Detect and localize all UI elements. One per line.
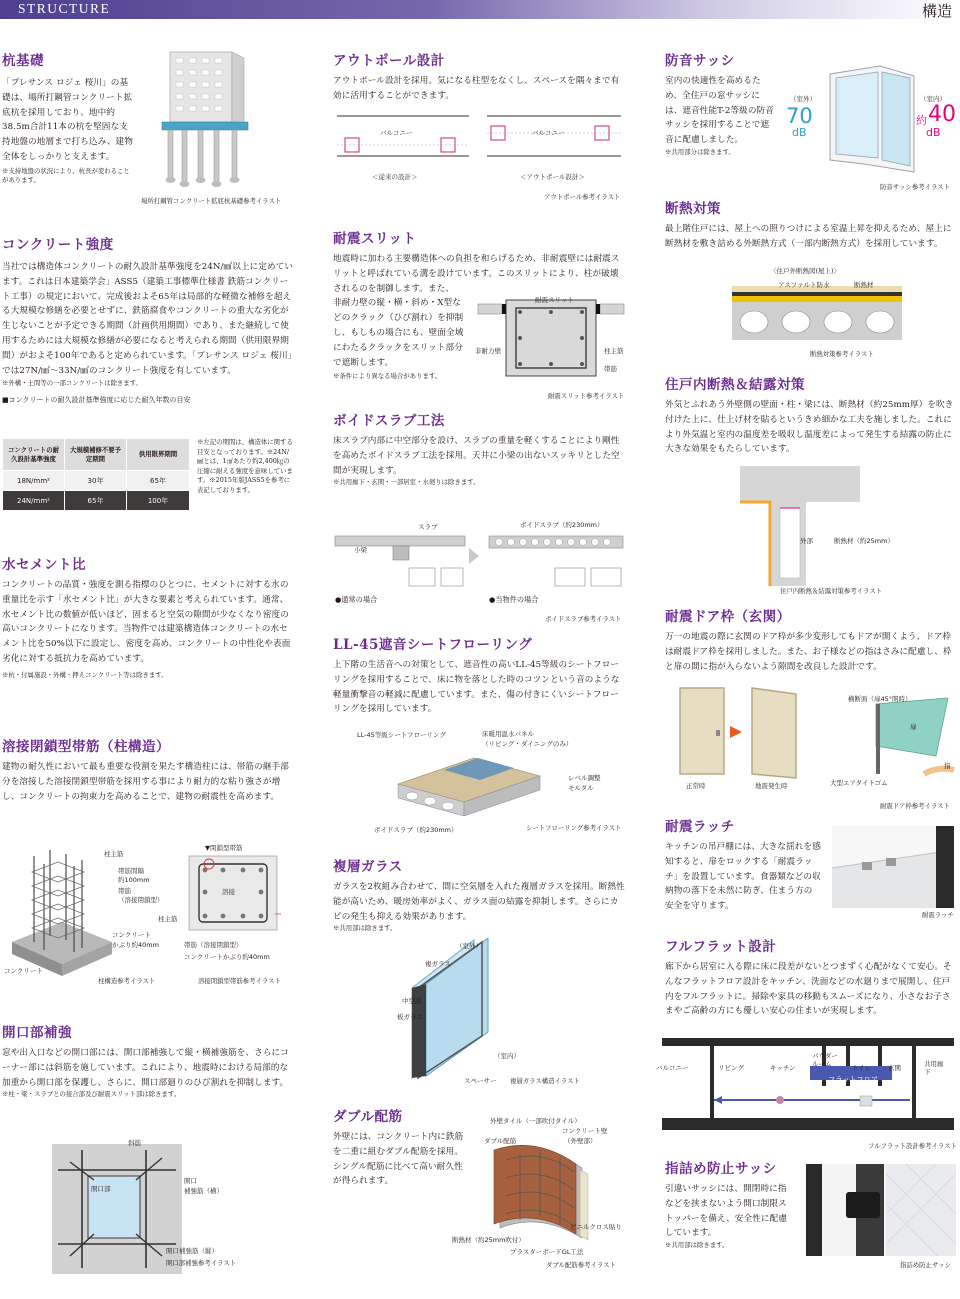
room-entrance: 玄関 xyxy=(888,1064,901,1072)
hoop-label-hoop1: 帯筋 xyxy=(118,887,131,895)
sash-window-illustration xyxy=(824,64,920,174)
concrete-title: コンクリート強度 xyxy=(2,237,114,253)
outpole-body: アウトポール設計を採用。気になる柱型をなくし、スペースを隅々まで有効に活用することができます。 xyxy=(333,76,620,101)
ll45-label-heat2: （リビング・ダイニングのみ） xyxy=(482,740,573,748)
slit-label-hoop: 帯筋 xyxy=(604,365,617,373)
hoop-label-concrete: コンクリート xyxy=(4,967,43,975)
sash-note: ※共用部分は除きます。 xyxy=(665,147,735,156)
flatfloor-label: フラットフロア xyxy=(828,1075,878,1084)
sash-out-unit: dB xyxy=(792,126,807,139)
void-caption: ボイドスラブ参考イラスト xyxy=(545,615,622,623)
hoop-caption-left: 柱構造参考イラスト xyxy=(98,977,156,985)
wcr-section xyxy=(2,556,294,680)
condensation-title: 住戸内断熱＆結露対策 xyxy=(665,377,805,393)
hoop-label-main: 柱主筋 xyxy=(104,850,124,858)
floor-section-illustration xyxy=(394,740,544,818)
table-header: 供用限界期間 xyxy=(127,439,190,471)
hoop-title: 溶接閉鎖型帯筋（柱構造） xyxy=(2,739,170,755)
slit-body1: 地震時に加わる主要構造体への負担を和らげるため、非耐震壁には耐震スリットと呼ばれている溝を設けています。このスリットにより、柱が破壊されるのを制御します。また、 xyxy=(333,254,620,294)
glass-label-air: 中空層 xyxy=(402,997,422,1005)
ll45-section xyxy=(333,636,625,717)
welded-hoop-illustration xyxy=(185,852,285,934)
slit-note: ※条件により異なる場合があります。 xyxy=(333,372,442,381)
door-label-sec: 横断面（扉45°開時） xyxy=(848,695,912,703)
hoop-caption-right: 溶接閉鎖型帯筋参考イラスト xyxy=(198,977,281,985)
void-title: ボイドスラブ工法 xyxy=(333,413,445,429)
column-rebar-illustration xyxy=(2,842,182,977)
outpole-balcony-left: バルコニー xyxy=(380,129,413,137)
opening-label-diag: 斜筋 xyxy=(128,1139,141,1147)
double-label-ins: 断熱材（約25mm吹付） xyxy=(452,1236,525,1244)
sash-in-unit: dB xyxy=(926,126,941,139)
hoop-label-hoop2: （溶接閉鎖型） xyxy=(118,896,164,904)
room-powder: パウダールーム xyxy=(812,1052,838,1068)
slit-title: 耐震スリット xyxy=(333,231,417,247)
outpole-section xyxy=(333,52,625,104)
header-japanese: 構造 xyxy=(921,2,952,20)
glass-label-spacer: スペーサー xyxy=(464,1077,497,1085)
glass-body: ガラスを2枚組み合わせて、間に空気層を入れた複層ガラスを採用。断熱性能が高いため、暖房効率がよく、ガラス面の結露を抑制します。さらにカビの発生も抑える効果があります。 xyxy=(333,882,625,922)
opening-label-opening: 開口部 xyxy=(91,1185,111,1193)
fullflat-body: 廊下から居室に入る際に床に段差がないとつまずく心配がなくて安心。そんなフラットフロア設計をキッチン、洗面などの水廻りまで展開し、住戸内をフルフラットに。掃除や家具の移動もスムーズになり、小さなお子さまやご高齢の方にも優しい安心の住まいが実現します。 xyxy=(665,962,952,1017)
durability-table-note: ※左記の期間は、構造体に関する目安となっております。※24N/㎟とは、1㎠あたり約2,400㎏の圧縮に耐える強度を意味しています。※2015年版JASS5を参考に表記しております。 xyxy=(197,438,293,494)
finger-sash-photo xyxy=(806,1164,956,1256)
section-header-bar xyxy=(0,0,960,19)
slit-body2: 非耐力壁の縦・横・斜め・X型などのクラック（ひび割れ）を抑制し、もしもの場合にも、壁面全域にわたるクラックをスリット部分で遮断します。 xyxy=(333,298,464,368)
pile-illustration xyxy=(142,46,302,192)
door-frame-section xyxy=(665,608,957,674)
condensation-body: 外気とふれあう外壁側の壁面・柱・梁には、断熱材（約25mm厚）を吹き付けた上に、仕上げ材を貼るというきめ細かな工夫を施しました。これにより外気温と室内の温度差を吸収し温度差によって発生する結露の防止に大きな効果をもたらしています。 xyxy=(665,400,954,455)
void-label-this: ●当物件の場合 xyxy=(489,595,539,604)
opening-label-horiz2: 補強筋（横） xyxy=(184,1187,223,1195)
glass-caption: 複層ガラス構造イラスト xyxy=(510,1077,580,1085)
ll45-body: 上下階の生活音への対策として、遮音性の高いLL-45等級のシートフローリングを採用することで、床に物を落とした時のコツンという音のような軽量衝撃音の軽減に配慮しています。また、傷の付きにくいシートフローリングを採用しています。 xyxy=(333,660,620,715)
door-label-normal: 正常時 xyxy=(686,782,706,790)
opening-label-vert: 開口補強筋（縦） xyxy=(166,1247,218,1255)
wall-insulation-illustration xyxy=(740,466,860,586)
wcr-title: 水セメント比 xyxy=(2,557,86,573)
opening-label-horiz1: 開口 xyxy=(184,1177,197,1185)
table-cell: 65年 xyxy=(127,471,190,491)
pile-caption: 場所打鋼管コンクリート拡底杭基礎参考イラスト xyxy=(141,197,282,205)
fullflat-caption: フルフラット設計参考イラスト xyxy=(868,1142,957,1150)
table-cell: 18N/mm² xyxy=(3,471,65,491)
ll45-label-level1: レベル調整 xyxy=(568,774,601,782)
void-label-slab: スラブ xyxy=(418,523,438,531)
concrete-section xyxy=(2,236,294,405)
glass-title: 複層ガラス xyxy=(333,859,403,875)
wcr-body: コンクリートの品質・強度を測る指標のひとつに、セメントに対する水の重量比を示す「水セメント比」が大きな要素と考えられています。通常、水セメント比の数値が低いほど、固まると空気の隙間が少なくなり密度の高いコンクリートになります。当物件では建築構造体コンクリートの水セメント比を50%以下に設定し、密度を高め、コンクリートの中性化や表面劣化に対する抵抗力を高めています。 xyxy=(2,580,291,664)
condensation-caption: 住戸内断熱＆結露対策参考イラスト xyxy=(780,587,883,595)
door-label-gomu: 大型エアタイトゴム xyxy=(830,779,888,787)
sash-title: 防音サッシ xyxy=(665,53,735,69)
void-note: ※共用廊下・玄関・一部居室・水廻りは除きます。 xyxy=(333,478,480,487)
room-common: 共用廊下 xyxy=(924,1060,944,1076)
fullflat-title: フルフラット設計 xyxy=(665,939,777,955)
outpole-caption: アウトポール参考イラスト xyxy=(544,193,621,201)
roof-caption: 断熱対策参考イラスト xyxy=(810,350,874,358)
double-bar-title: ダブル配筋 xyxy=(333,1109,403,1125)
hoop-label-cover2: かぶり約40mm xyxy=(112,941,159,949)
door-frame-title: 耐震ドア枠（玄関） xyxy=(665,609,791,625)
room-balcony: バルコニー xyxy=(656,1064,689,1072)
hoop-right-main: 柱主筋 xyxy=(158,915,178,923)
sash-in-db: 40 xyxy=(928,102,956,127)
roof-title: 断熱対策 xyxy=(665,201,721,217)
finger-sash-body: 引違いサッシには、開閉時に指などを挟まないよう開口制限ストッパーを備え、安全性に配慮しています。 xyxy=(665,1184,787,1239)
outpole-label-right: ＜アウトポール設計＞ xyxy=(520,173,585,181)
weld-label: 溶接 xyxy=(222,888,235,896)
hoop-right-hoop: 帯筋（溶接閉鎖型） xyxy=(184,941,243,949)
glass-note: ※共用部は除きます。 xyxy=(333,924,397,933)
ll45-label-floor: LL-45等級シートフローリング xyxy=(357,731,446,739)
room-living: リビング xyxy=(718,1064,744,1072)
void-slab-illustration xyxy=(333,526,625,596)
wcr-note: ※杭・付属施設・外構・押えコンクリート等は除きます。 xyxy=(2,670,168,679)
table-cell: 100年 xyxy=(127,491,190,511)
outpole-title: アウトポール設計 xyxy=(333,53,445,69)
ll45-label-level2: モルタル xyxy=(568,784,594,792)
void-body: 床スラブ内部に中空部分を設け、スラブの重量を軽くすることにより剛性を高めたボイドスラブ工法を採用。天井に小梁の出ないスッキリとした空間が実現します。 xyxy=(333,436,620,476)
table-header: コンクリートの耐久設計基準強度 xyxy=(3,439,65,471)
void-label-beam: 小梁 xyxy=(354,546,367,554)
slit-label-wall: 非耐力壁 xyxy=(475,347,501,355)
door-frame-caption: 耐震ドア枠参考イラスト xyxy=(880,802,950,810)
latch-photo xyxy=(832,826,954,908)
roof-label-head: 〈住戸外断熱図(屋上)〉 xyxy=(770,267,841,275)
table-cell: 24N/mm² xyxy=(3,491,65,511)
sash-out-db: 70 xyxy=(786,104,813,128)
roof-label-asphalt: アスファルト防水 xyxy=(778,281,830,289)
pile-title: 杭基礎 xyxy=(2,53,44,69)
opening-caption: 開口部補強参考イラスト xyxy=(166,1259,237,1267)
slit-caption: 耐震スリット参考イラスト xyxy=(548,392,625,400)
room-toilet: トイレ xyxy=(852,1064,872,1072)
door-frame-body: 万一の地震の際に玄関のドア枠が多少変形してもドアが開くよう、ドア枠は耐震ドア枠を採用しました。また、お子様などの指はさみに配慮し、枠と扉の間に指が入らないよう隙間を改良した設計です。 xyxy=(665,632,952,672)
hoop-right-cover: コンクリートかぶり約40mm xyxy=(184,953,270,961)
concrete-note: ※外構・土間等の一部コンクリートは除きます。 xyxy=(2,379,142,388)
finger-sash-caption: 指詰め防止サッシ xyxy=(900,1261,951,1269)
slit-label-main: 柱主筋 xyxy=(604,347,624,355)
double-label-tile: 外壁タイル（一部吹付タイル） xyxy=(490,1117,581,1125)
table-header: 大規模補修不要予定期間 xyxy=(65,439,127,471)
double-label-gl: プラスターボードGL工法 xyxy=(510,1248,584,1256)
durability-table xyxy=(2,438,190,511)
ll45-title: LL-45遮音シートフローリング xyxy=(333,637,533,653)
latch-body: キッチンの吊戸棚には、大きな揺れを感知すると、扉をロックする「耐震ラッチ」を設置しています。食器類などの収納物の落下を未然に防ぎ、住まう方の安全を守ります。 xyxy=(665,842,821,912)
sash-out-label: （室外） xyxy=(790,95,816,103)
void-section xyxy=(333,412,625,488)
sash-in-prefix: 約 xyxy=(916,114,927,127)
roof-body: 最上階住戸には、屋上への照りつけによる室温上昇を抑えるため、屋上に断熱材を敷き詰める外断熱方式（一部内断熱方式）を採用しています。 xyxy=(665,224,952,249)
finger-sash-title: 指詰め防止サッシ xyxy=(665,1161,777,1177)
glass-label-in: （室内） xyxy=(494,1052,520,1060)
door-label-door: 扉 xyxy=(910,723,917,731)
pile-body: 「プレサンス ロジェ 桜川」の基礎は、場所打鋼管コンクリート拡底杭を採用しており、地中約38.5m合計11本の杭を堅固な支持地盤の地層まで打ち込み、建物全体をしっかりと支えます。 xyxy=(2,78,133,162)
sash-caption: 防音サッシ参考イラスト xyxy=(880,183,950,191)
hoop-section xyxy=(2,738,294,804)
double-label-bar: ダブル配筋 xyxy=(484,1137,517,1145)
durability-table-title: ■コンクリートの耐久設計基準強度に応じた耐久年数の目安 xyxy=(2,395,191,404)
glass-label-g1: 複ガラス xyxy=(425,960,451,968)
latch-section xyxy=(665,818,825,914)
roof-label-ins: 断熱材 xyxy=(854,281,874,289)
hoop-body: 建物の耐久性において最も重要な役割を果たす構造柱には、帯筋の継手部分を溶接した溶接閉鎖型帯筋を採用する事により耐力的な粘り強さが増し、コンクリートの拘束力を高めることで、建物の耐震性を高めます。 xyxy=(2,762,289,802)
void-label-normal: ●通常の場合 xyxy=(335,595,378,604)
roof-insulation-illustration xyxy=(732,286,902,342)
slit-label-slit: 耐震スリット xyxy=(535,296,574,304)
finger-sash-section xyxy=(665,1160,825,1251)
sash-in-label: （室内） xyxy=(920,95,946,103)
latch-caption: 耐震ラッチ xyxy=(922,911,954,919)
hoop-label-pitch1: 帯筋間隔 xyxy=(118,867,144,875)
opening-body: 窓や出入口などの開口部には、開口部補強して縦・横補強筋を、さらにコーナー部には斜筋を施しています。これにより、地震時における局部的な加重から開口部を保護し、さらに、開口部廻りのひび割れを抑制します。 xyxy=(2,1048,289,1088)
hoop-label-pitch2: 約100mm xyxy=(118,876,150,884)
latch-title: 耐震ラッチ xyxy=(665,819,735,835)
double-bar-caption: ダブル配筋参考イラスト xyxy=(546,1261,616,1269)
room-kitchen: キッチン xyxy=(770,1064,796,1072)
table-cell: 65年 xyxy=(65,491,127,511)
door-label-finger: 指 xyxy=(944,762,951,770)
condensation-section xyxy=(665,376,957,457)
weld-tag: ▼閉鎖型帯筋 xyxy=(205,844,243,852)
fullflat-illustration xyxy=(660,1036,956,1134)
ll45-caption: シートフローリング参考イラスト xyxy=(526,824,622,832)
door-frame-illustration xyxy=(676,686,956,782)
finger-sash-note: ※共用部は除きます。 xyxy=(665,1241,729,1250)
door-label-quake: 地震発生時 xyxy=(755,782,788,790)
double-label-wall1: コンクリート壁 xyxy=(562,1127,608,1135)
table-cell: 30年 xyxy=(65,471,127,491)
opening-reinforcement-illustration xyxy=(52,1144,182,1274)
opening-note: ※柱・梁・スラブとの接合部及び耐震スリット部は除きます。 xyxy=(2,1090,181,1099)
outpole-label-left: ＜従来の設計＞ xyxy=(372,173,418,181)
opening-title: 開口部補強 xyxy=(2,1025,72,1041)
void-label-void: ボイドスラブ（約230mm） xyxy=(520,521,604,529)
pile-note: ※支持地盤の状況により、杭長が変わることがあります。 xyxy=(2,166,130,185)
roof-section xyxy=(665,200,957,252)
opening-section xyxy=(2,1024,294,1100)
ll45-label-void: ボイドスラブ（約230mm） xyxy=(374,826,458,834)
concrete-body: 当社では構造体コンクリートの耐久設計基準強度を24N/㎟以上に定めています。これは日本建築学会」ASS5（建築工事標準仕様書 鉄筋コンクリート工事）の規定において、完成後およそ65年は局部的な軽微な補修を超える大規模な修繕を必要とせずに、鉄筋腐食やコンクリートの重大な劣化が生じないことが予定できる期間（計画供用期間）であり、また継続して使用するためには大規模な修繕が必要になると考えられる期間（供用限界期間）がおよそ100年であると定められています。「プレサンス ロジェ 桜川」では27N/㎟～33N/㎟のコンクリート強度を有しています。 xyxy=(2,262,294,376)
double-bar-section xyxy=(333,1108,473,1189)
glass-label-g2: 板ガラス xyxy=(397,1013,423,1021)
sash-body: 室内の快適性を高めるため、全住戸の窓サッシには、遮音性能T-2等級の防音サッシを採用することで遮音に配慮しました。 xyxy=(665,76,774,146)
outpole-balcony-right: バルコニー xyxy=(532,129,565,137)
condensation-label-ins: 断熱材（約25mm） xyxy=(834,537,894,545)
double-label-cloth: ビニルクロス貼り xyxy=(570,1223,622,1231)
fullflat-section xyxy=(665,938,957,1019)
double-label-wall2: （外壁部） xyxy=(564,1137,597,1145)
condensation-label-out: 外部 xyxy=(800,537,813,545)
double-bar-body: 外壁には、コンクリート内に鉄筋を二重に組むダブル配筋を採用。シングル配筋に比べて高い耐久性が得られます。 xyxy=(333,1132,464,1187)
glass-section xyxy=(333,858,625,934)
ll45-label-heat1: 床暖用温水パネル xyxy=(482,730,534,738)
header-english: STRUCTURE xyxy=(18,1,111,16)
hoop-label-cover1: コンクリート xyxy=(112,931,151,939)
glass-label-out: （室外） xyxy=(456,942,482,950)
